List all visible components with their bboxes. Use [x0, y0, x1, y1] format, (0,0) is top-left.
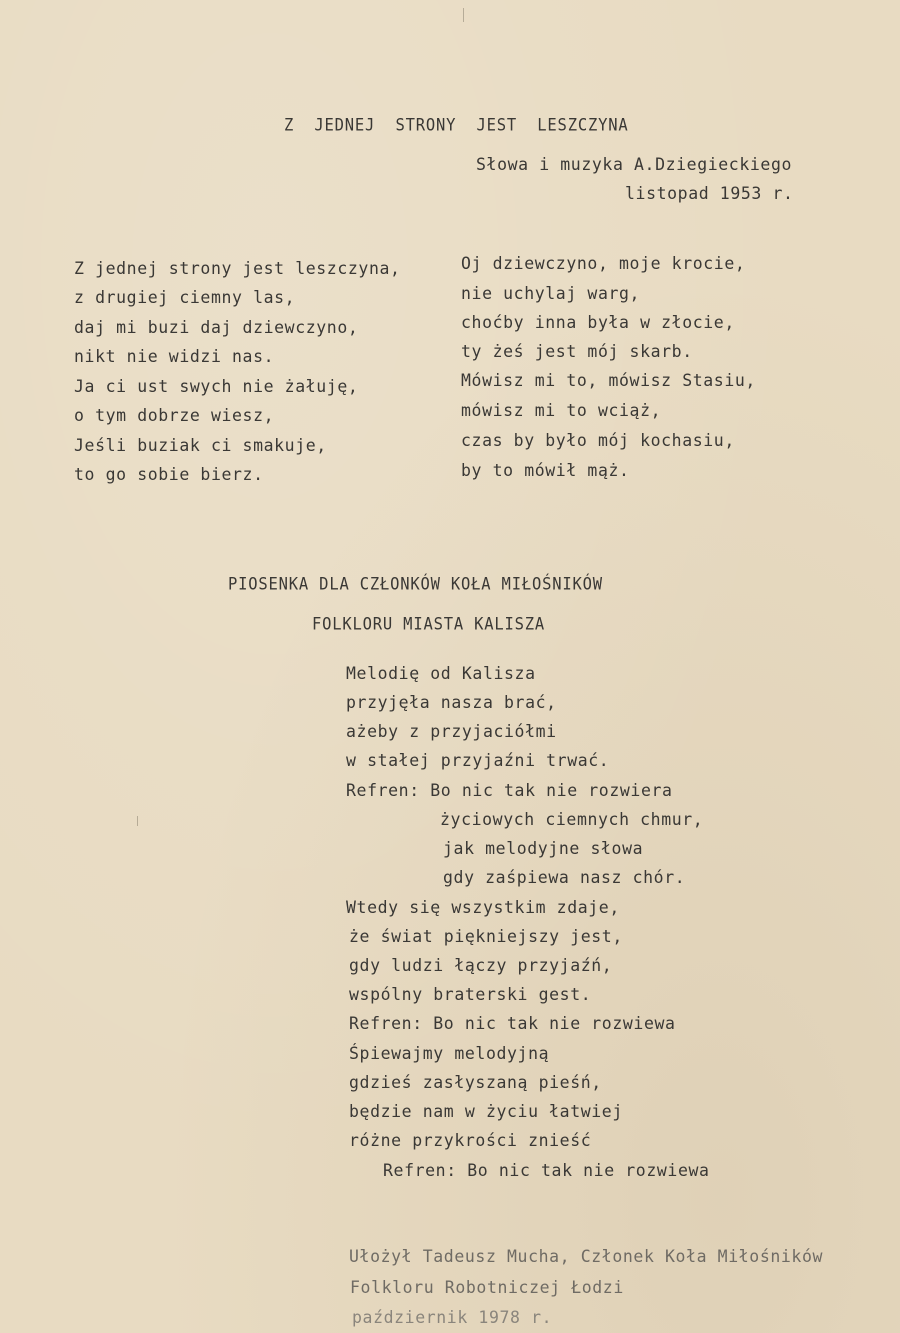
- song2-line: przyjęła nasza brać,: [346, 693, 557, 712]
- song2-line: Melodię od Kalisza: [346, 664, 536, 683]
- song1-right-line: choćby inna była w złocie,: [461, 313, 735, 332]
- song2-line: Śpiewajmy melodyjną: [349, 1044, 550, 1063]
- song2-line: w stałej przyjaźni trwać.: [346, 751, 610, 770]
- fold-mark-left: [137, 816, 138, 826]
- fold-mark-top: [463, 8, 464, 22]
- footer-author: Ułożył Tadeusz Mucha, Członek Koła Miłośników: [349, 1247, 824, 1266]
- song1-left-line: to go sobie bierz.: [74, 465, 264, 484]
- footer-date: październik 1978 r.: [352, 1308, 553, 1327]
- song2-line: gdy ludzi łączy przyjaźń,: [349, 956, 613, 975]
- song1-right-line: nie uchylaj warg,: [461, 284, 641, 303]
- song2-line: gdzieś zasłyszaną pieśń,: [349, 1073, 602, 1092]
- song1-left-line: Ja ci ust swych nie żałuję,: [74, 377, 359, 396]
- song1-left-line: z drugiej ciemny las,: [74, 288, 296, 307]
- song1-right-line: by to mówił mąż.: [461, 461, 630, 480]
- song2-line: jak melodyjne słowa: [443, 839, 644, 858]
- song1-credit: Słowa i muzyka A.Dziegieckiego: [476, 155, 793, 174]
- song1-left-line: nikt nie widzi nas.: [74, 347, 275, 366]
- song2-title-line1: PIOSENKA DLA CZŁONKÓW KOŁA MIŁOŚNIKÓW: [228, 574, 603, 594]
- song2-title-line2: FOLKLORU MIASTA KALISZA: [312, 614, 546, 634]
- song2-line: życiowych ciemnych chmur,: [440, 810, 704, 829]
- song2-refrain-line: Refren: Bo nic tak nie rozwiewa: [349, 1014, 676, 1033]
- song1-right-line: ty żeś jest mój skarb.: [461, 342, 693, 361]
- song1-date: listopad 1953 r.: [625, 184, 794, 203]
- song1-left-line: daj mi buzi daj dziewczyno,: [74, 318, 359, 337]
- song1-right-line: Mówisz mi to, mówisz Stasiu,: [461, 371, 756, 390]
- song2-line: Wtedy się wszystkim zdaje,: [346, 898, 620, 917]
- song2-line: ażeby z przyjaciółmi: [346, 722, 557, 741]
- song1-right-line: mówisz mi to wciąż,: [461, 401, 662, 420]
- song2-line: będzie nam w życiu łatwiej: [349, 1102, 623, 1121]
- song2-line: różne przykrości znieść: [349, 1131, 592, 1150]
- song2-line: gdy zaśpiewa nasz chór.: [443, 868, 686, 887]
- song1-right-line: czas by było mój kochasiu,: [461, 431, 735, 450]
- song1-left-line: Jeśli buziak ci smakuje,: [74, 436, 327, 455]
- song2-refrain-line: Refren: Bo nic tak nie rozwiewa: [383, 1161, 710, 1180]
- song1-left-line: o tym dobrze wiesz,: [74, 406, 275, 425]
- song1-title: Z JEDNEJ STRONY JEST LESZCZYNA: [284, 115, 629, 135]
- song2-refrain-line: Refren: Bo nic tak nie rozwiera: [346, 781, 673, 800]
- song2-line: wspólny braterski gest.: [349, 985, 592, 1004]
- footer-organization: Folkloru Robotniczej Łodzi: [350, 1278, 624, 1297]
- song1-right-line: Oj dziewczyno, moje krocie,: [461, 254, 746, 273]
- song2-line: że świat piękniejszy jest,: [349, 927, 623, 946]
- song1-left-line: Z jednej strony jest leszczyna,: [74, 259, 401, 278]
